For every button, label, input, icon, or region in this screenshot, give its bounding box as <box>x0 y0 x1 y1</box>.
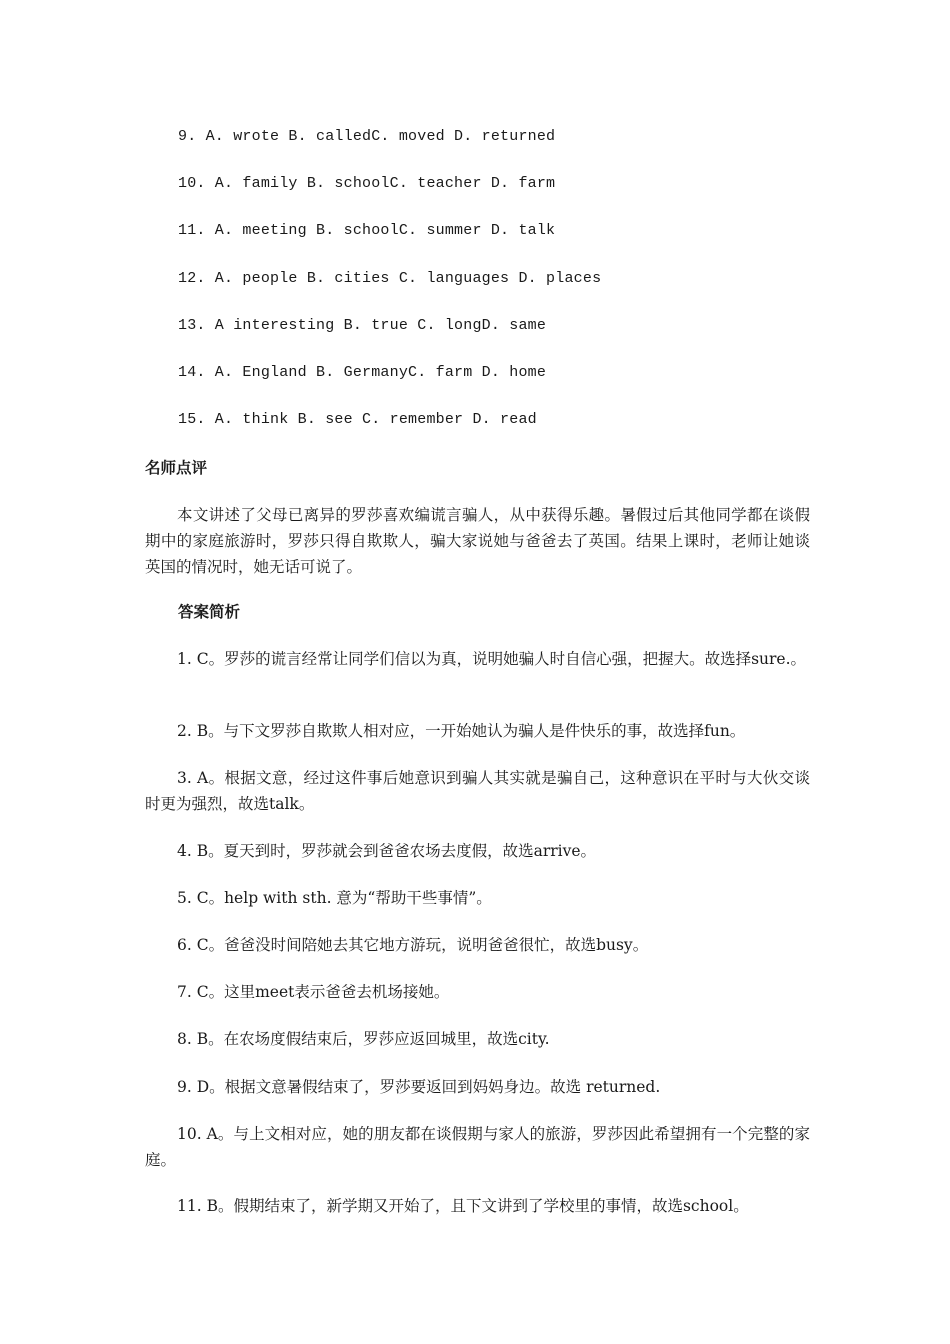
option-line-11: 11. A. meeting B. schoolC. summer D. talk <box>178 222 556 239</box>
option-line-12: 12. A. people B. cities C. languages D. places <box>178 270 602 287</box>
option-line-14: 14. A. England B. GermanyC. farm D. home <box>178 364 547 381</box>
answer-8: 8. B。在农场度假结束后，罗莎应返回城里，故选city. <box>177 1030 550 1048</box>
answer-10: 10. A。与上文相对应，她的朋友都在谈假期与家人的旅游，罗莎因此希望拥有一个完整的家庭。 <box>145 1125 810 1169</box>
answer-7: 7. C。这里meet表示爸爸去机场接她。 <box>177 983 450 1001</box>
answer-3: 3. A。根据文意，经过这件事后她意识到骗人其实就是骗自己，这种意识在平时与大伙交谈时更为强烈，故选talk。 <box>145 769 810 813</box>
answer-5: 5. C。help with sth. 意为“帮助干些事情”。 <box>177 889 492 907</box>
answer-1: 1. C。罗莎的谎言经常让同学们信以为真，说明她骗人时自信心强，把握大。故选择sure.。 <box>177 650 807 668</box>
option-line-10: 10. A. family B. schoolC. teacher D. farm <box>178 175 556 192</box>
comment-heading: 名师点评 <box>145 459 208 477</box>
answer-9: 9. D。根据文意暑假结束了，罗莎要返回到妈妈身边。故选 returned. <box>177 1078 661 1096</box>
answer-6: 6. C。爸爸没时间陪她去其它地方游玩，说明爸爸很忙，故选busy。 <box>177 936 649 954</box>
answer-11: 11. B。假期结束了，新学期又开始了，且下文讲到了学校里的事情，故选school。 <box>177 1197 749 1215</box>
answer-2: 2. B。与下文罗莎自欺欺人相对应，一开始她认为骗人是件快乐的事，故选择fun。 <box>177 722 746 740</box>
answers-heading: 答案简析 <box>178 603 241 621</box>
option-line-13: 13. A interesting B. true C. longD. same <box>178 317 547 334</box>
comment-paragraph: 本文讲述了父母已离异的罗莎喜欢编谎言骗人，从中获得乐趣。暑假过后其他同学都在谈假期中的家庭旅游时，罗莎只得自欺欺人，骗大家说她与爸爸去了英国。结果上课时，老师让她谈英国的情况时，她无话可说了。 <box>145 506 810 576</box>
answer-4: 4. B。夏天到时，罗莎就会到爸爸农场去度假，故选arrive。 <box>177 842 597 860</box>
option-line-15: 15. A. think B. see C. remember D. read <box>178 411 537 428</box>
option-line-9: 9. A. wrote B. calledC. moved D. returned <box>178 128 556 145</box>
